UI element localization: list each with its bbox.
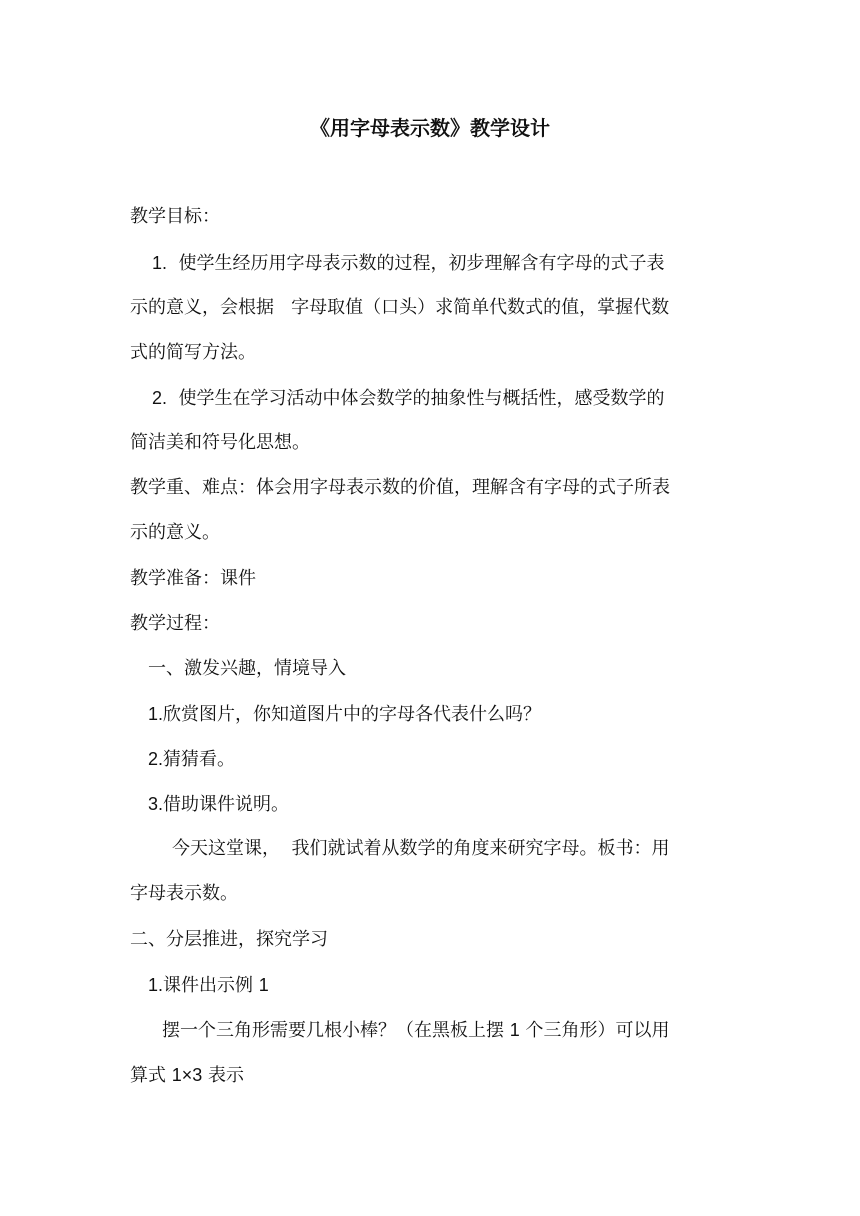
section-1-item-2-number: 2. bbox=[148, 749, 164, 769]
section-2-paragraph-line-2-after: 表示 bbox=[202, 1065, 245, 1086]
section-2-paragraph-line-1 bbox=[162, 1017, 669, 1044]
section-2-item-1-text: 课件出示例 bbox=[163, 975, 254, 996]
section-1-paragraph-line-1: 今天这堂课， 我们就试着从数学的角度来研究字母。板书：用 bbox=[172, 838, 670, 859]
section-2-paragraph-line-1-num: 1 bbox=[509, 1020, 520, 1040]
section-1-item-3 bbox=[148, 791, 289, 818]
section-1-paragraph-line-2: 字母表示数。 bbox=[130, 883, 238, 904]
objective-1-line-2: 示的意义，会根据 字母取值（口头）求简单代数式的值，掌握代数 bbox=[130, 297, 670, 318]
objective-2-line-1 bbox=[152, 385, 664, 412]
objective-1-line-1 bbox=[152, 250, 664, 277]
section-2-paragraph-line-2-before: 算式 bbox=[130, 1065, 172, 1086]
process-heading: 教学过程： bbox=[130, 613, 220, 634]
objective-2-text-1: 使学生在学习活动中体会数学的抽象性与概括性，感受数学的 bbox=[178, 388, 665, 409]
section-1-item-1 bbox=[148, 701, 541, 728]
section-1-item-3-text: 借助课件说明。 bbox=[163, 794, 290, 815]
objectives-heading: 教学目标： bbox=[130, 206, 220, 227]
key-points-line-2: 示的意义。 bbox=[130, 522, 220, 543]
section-1-heading: 一、激发兴趣，情境导入 bbox=[148, 658, 346, 679]
objective-2-line-2: 简洁美和符号化思想。 bbox=[130, 432, 310, 453]
section-1-item-2-text: 猜猜看。 bbox=[163, 749, 236, 770]
objective-1-text-1: 使学生经历用字母表示数的过程，初步理解含有字母的式子表 bbox=[178, 253, 665, 274]
key-points-line-1: 教学重、难点：体会用字母表示数的价值，理解含有字母的式子所表 bbox=[130, 477, 670, 498]
section-1-item-1-text: 欣赏图片，你知道图片中的字母各代表什么吗？ bbox=[163, 704, 542, 725]
document-title: 《用字母表示数》教学设计 bbox=[310, 116, 550, 140]
preparation-line: 教学准备：课件 bbox=[130, 568, 256, 589]
objective-1-number: 1. bbox=[152, 253, 168, 273]
section-2-item-1 bbox=[148, 972, 269, 999]
section-2-heading: 二、分层推进，探究学习 bbox=[130, 929, 328, 950]
section-1-item-3-number: 3. bbox=[148, 794, 164, 814]
objective-2-number: 2. bbox=[152, 388, 168, 408]
section-2-paragraph-line-2 bbox=[130, 1062, 244, 1089]
section-2-paragraph-line-1-after: 个三角形）可以用 bbox=[519, 1020, 670, 1041]
section-1-item-2 bbox=[148, 746, 235, 773]
section-1-item-1-number: 1. bbox=[148, 704, 164, 724]
objective-1-line-3: 式的简写方法。 bbox=[130, 342, 256, 363]
section-2-item-1-example-number: 1 bbox=[258, 975, 269, 995]
section-2-paragraph-line-2-num: 1×3 bbox=[171, 1065, 203, 1085]
section-2-paragraph-line-1-before: 摆一个三角形需要几根小棒？（在黑板上摆 bbox=[162, 1020, 510, 1041]
section-2-item-1-number: 1. bbox=[148, 975, 164, 995]
